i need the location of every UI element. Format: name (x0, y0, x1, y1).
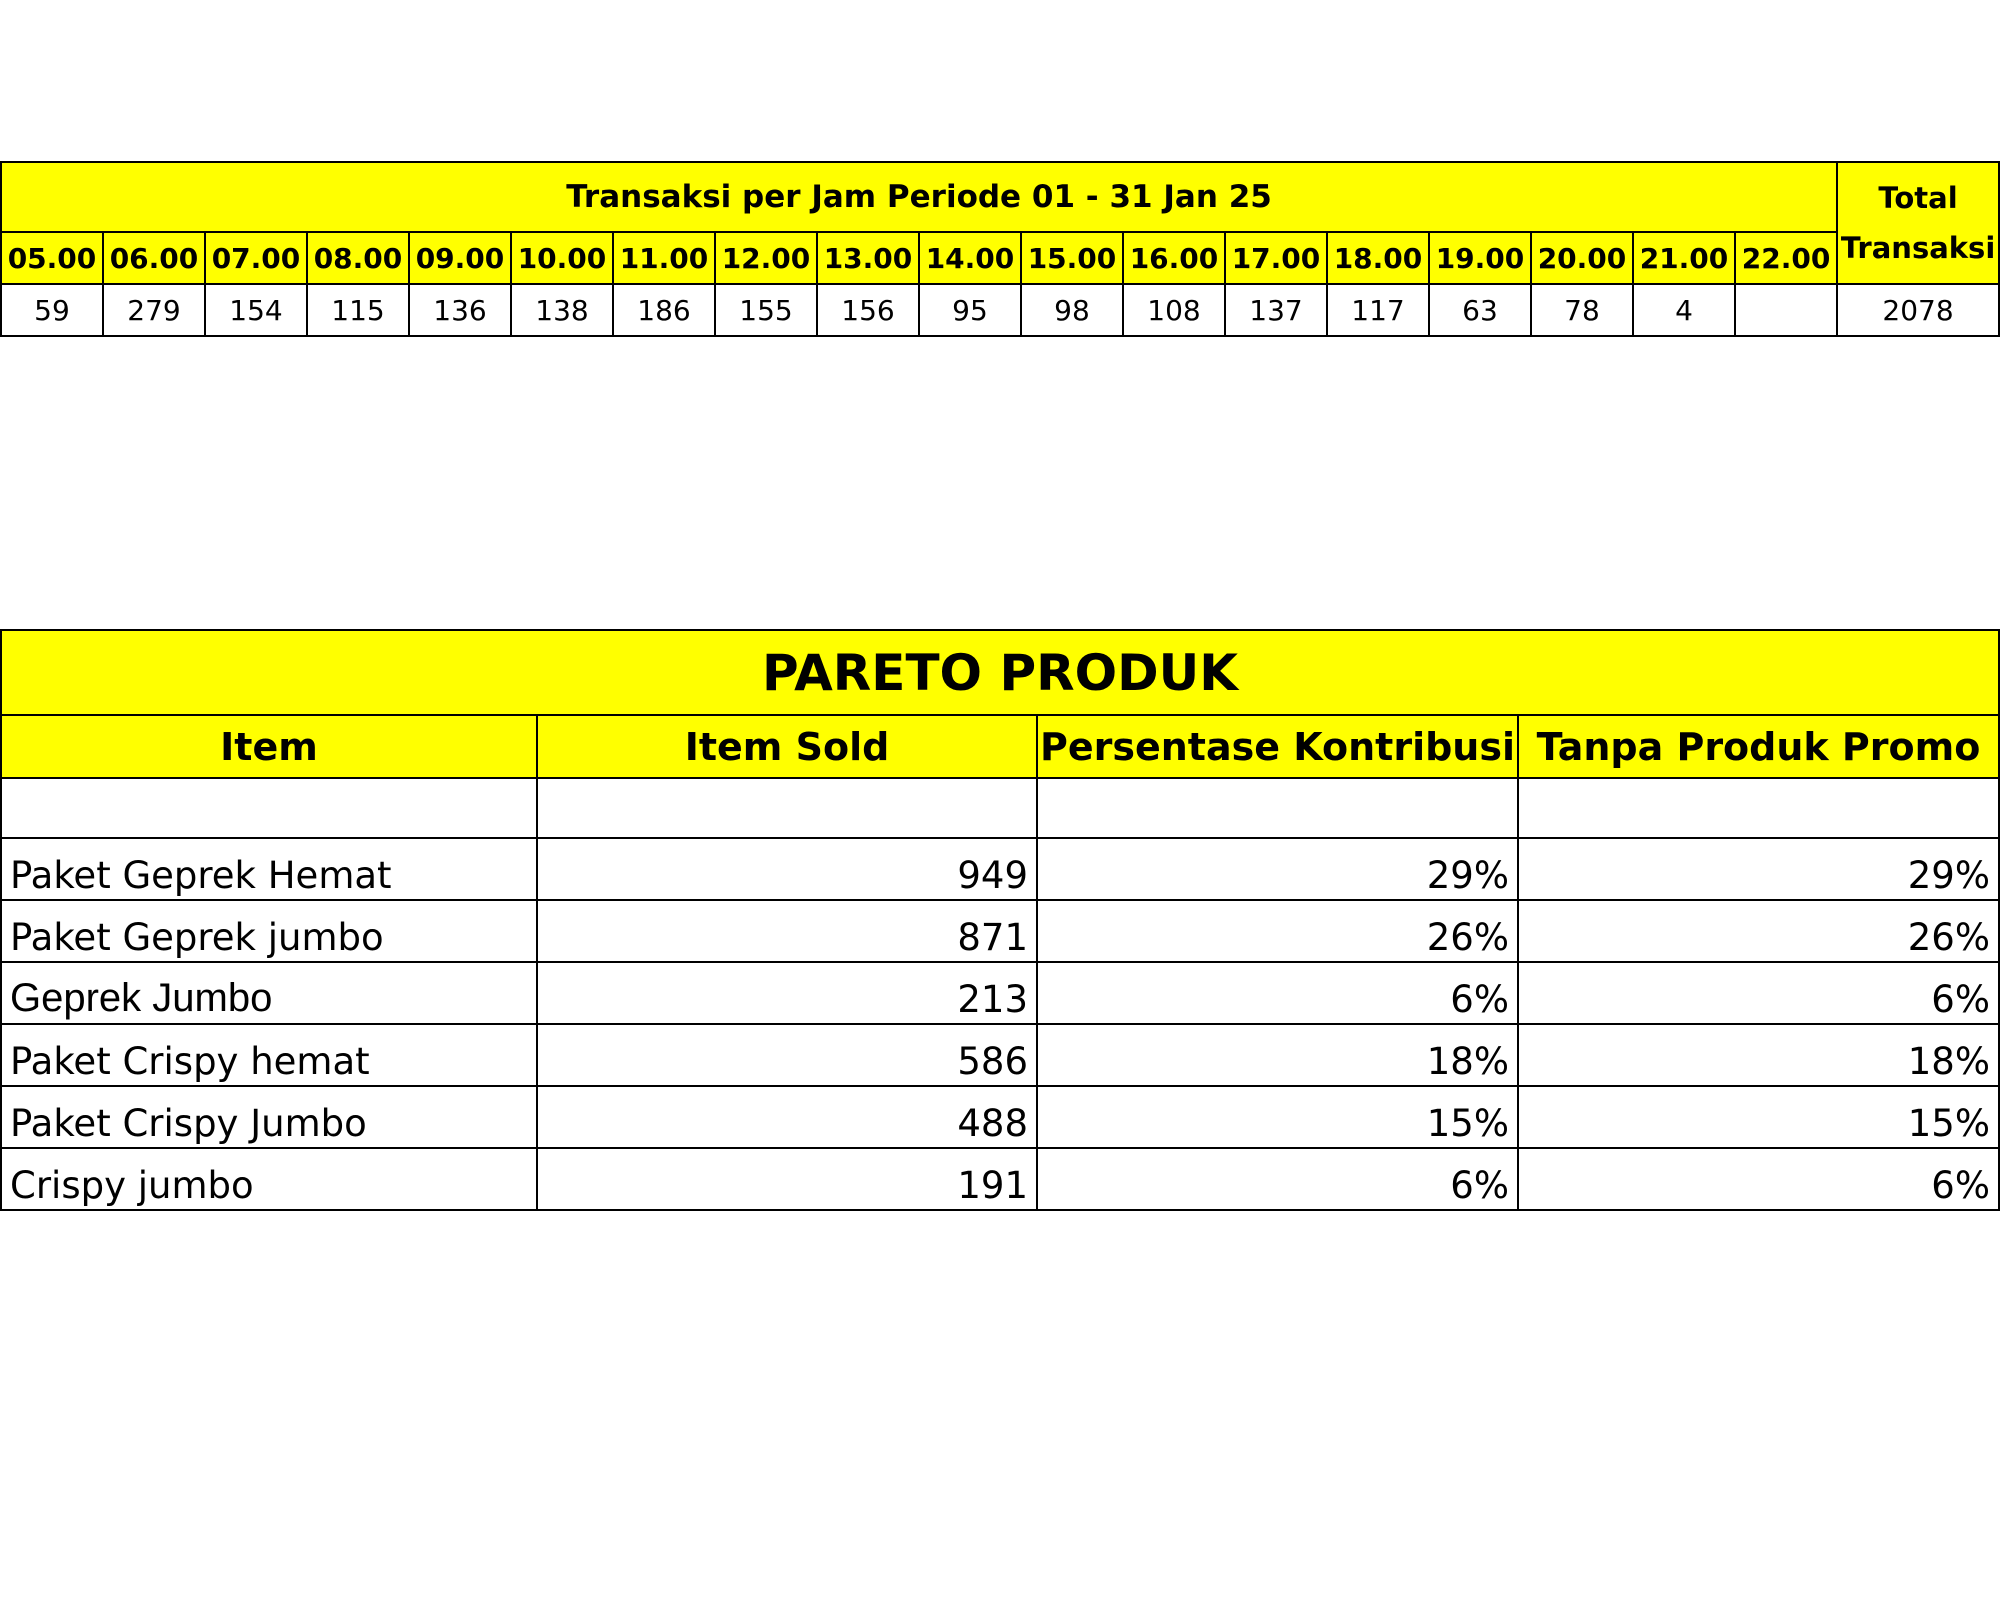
hour-value-cell: 59 (1, 284, 103, 336)
persentase-kontribusi-cell: 6% (1037, 962, 1518, 1024)
hour-value-cell: 137 (1225, 284, 1327, 336)
item-name-cell: Paket Crispy Jumbo (1, 1086, 537, 1148)
table-row (1, 838, 1999, 900)
pareto-header-row (1, 715, 1999, 778)
item-sold-cell: 586 (537, 1024, 1037, 1086)
hour-value-cell: 63 (1429, 284, 1531, 336)
hour-value-cell (1735, 284, 1837, 336)
hour-header-cell: 21.00 (1633, 232, 1735, 284)
tanpa-produk-promo-cell: 15% (1518, 1086, 1999, 1148)
hour-value-cell: 279 (103, 284, 205, 336)
hour-value-cell: 108 (1123, 284, 1225, 336)
hour-header-cell: 11.00 (613, 232, 715, 284)
blank-cell (1037, 778, 1518, 838)
hour-header-cell: 17.00 (1225, 232, 1327, 284)
hour-header-cell: 19.00 (1429, 232, 1531, 284)
hour-header-cell: 05.00 (1, 232, 103, 284)
hour-header-cell: 12.00 (715, 232, 817, 284)
pareto-title: PARETO PRODUK (1, 630, 1999, 715)
table-row (1, 1086, 1999, 1148)
hour-value-cell: 4 (1633, 284, 1735, 336)
item-sold-cell: 949 (537, 838, 1037, 900)
item-name-cell: Geprek Jumbo (1, 962, 537, 1024)
blank-cell (537, 778, 1037, 838)
hour-header-cell: 20.00 (1531, 232, 1633, 284)
item-sold-cell: 213 (537, 962, 1037, 1024)
hour-value-cell: 98 (1021, 284, 1123, 336)
hour-header-cell: 07.00 (205, 232, 307, 284)
pareto-table (0, 629, 2000, 1211)
item-sold-cell: 871 (537, 900, 1037, 962)
blank-cell (1, 778, 537, 838)
tanpa-produk-promo-cell: 18% (1518, 1024, 1999, 1086)
persentase-kontribusi-cell: 29% (1037, 838, 1518, 900)
column-header-item-sold: Item Sold (537, 715, 1037, 778)
hour-value-cell: 156 (817, 284, 919, 336)
tanpa-produk-promo-cell: 6% (1518, 1148, 1999, 1210)
table-row (1, 900, 1999, 962)
hourly-title-row (1, 162, 1999, 232)
hour-value-cell: 154 (205, 284, 307, 336)
hour-value-cell: 95 (919, 284, 1021, 336)
hour-value-row (1, 284, 1999, 336)
hourly-transactions-table (0, 161, 2000, 337)
column-header-persentase-kontribusi: Persentase Kontribusi (1037, 715, 1518, 778)
hourly-table-title: Transaksi per Jam Periode 01 - 31 Jan 25 (1, 162, 1837, 232)
hour-value-cell: 115 (307, 284, 409, 336)
total-transaksi-value: 2078 (1837, 284, 1999, 336)
item-sold-cell: 191 (537, 1148, 1037, 1210)
hour-header-cell: 09.00 (409, 232, 511, 284)
blank-row (1, 778, 1999, 838)
table-row (1, 1024, 1999, 1086)
hour-value-cell: 138 (511, 284, 613, 336)
column-header-item: Item (1, 715, 537, 778)
hour-header-cell: 18.00 (1327, 232, 1429, 284)
item-name-cell: Paket Geprek Hemat (1, 838, 537, 900)
tanpa-produk-promo-cell: 29% (1518, 838, 1999, 900)
tanpa-produk-promo-cell: 26% (1518, 900, 1999, 962)
table-row (1, 1148, 1999, 1210)
total-transaksi-header: Total Transaksi (1837, 162, 1999, 284)
tanpa-produk-promo-cell: 6% (1518, 962, 1999, 1024)
hour-value-cell: 155 (715, 284, 817, 336)
item-name-cell: Paket Crispy hemat (1, 1024, 537, 1086)
hour-header-cell: 10.00 (511, 232, 613, 284)
hour-value-cell: 78 (1531, 284, 1633, 336)
item-sold-cell: 488 (537, 1086, 1037, 1148)
blank-cell (1518, 778, 1999, 838)
hour-header-cell: 08.00 (307, 232, 409, 284)
hour-value-cell: 186 (613, 284, 715, 336)
persentase-kontribusi-cell: 6% (1037, 1148, 1518, 1210)
hour-value-cell: 117 (1327, 284, 1429, 336)
item-name-cell: Crispy jumbo (1, 1148, 537, 1210)
pareto-title-row (1, 630, 1999, 715)
item-name-cell: Paket Geprek jumbo (1, 900, 537, 962)
column-header-tanpa-produk-promo: Tanpa Produk Promo (1518, 715, 1999, 778)
hour-header-cell: 13.00 (817, 232, 919, 284)
persentase-kontribusi-cell: 18% (1037, 1024, 1518, 1086)
hour-header-cell: 16.00 (1123, 232, 1225, 284)
hour-header-cell: 15.00 (1021, 232, 1123, 284)
hour-header-cell: 22.00 (1735, 232, 1837, 284)
table-row (1, 962, 1999, 1024)
hour-header-row (1, 232, 1999, 284)
persentase-kontribusi-cell: 26% (1037, 900, 1518, 962)
persentase-kontribusi-cell: 15% (1037, 1086, 1518, 1148)
hour-value-cell: 136 (409, 284, 511, 336)
hour-header-cell: 14.00 (919, 232, 1021, 284)
hour-header-cell: 06.00 (103, 232, 205, 284)
